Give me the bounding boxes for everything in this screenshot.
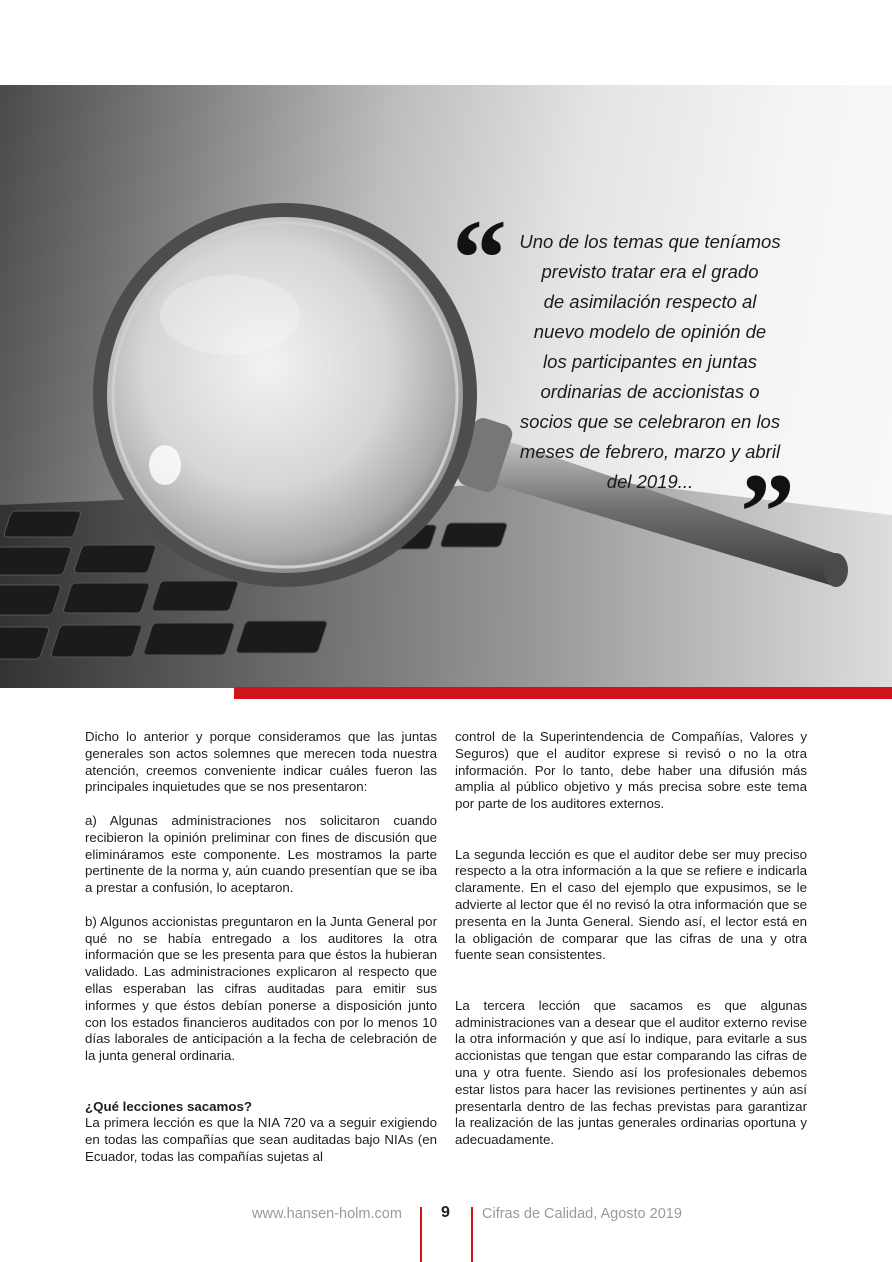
quote-open-mark: “ xyxy=(452,197,507,319)
quote-line: nuevo modelo de opinión de xyxy=(533,321,767,342)
section-heading: ¿Qué lecciones sacamos? xyxy=(85,1098,253,1114)
quote-line: previsto tratar era el grado xyxy=(541,261,759,282)
quote-line: socios que se celebraron en los xyxy=(519,411,781,432)
accent-bar xyxy=(234,687,892,699)
page-number: 9 xyxy=(441,1204,450,1221)
quote-line: Uno de los temas que teníamos xyxy=(519,231,781,252)
paragraph: La tercera lección que sacamos es que algunas administraciones van a desear que el auditor externo revise la otra información y que así lo indique, para evitarle a sus accionistas que tengan que estar comparando las cifras de una y otra fuente. Siendo así los profesionales debemos estar listos para hacer las revisiones pertinentes y aún así presentarla dentro de las fechas previstas para garantizar la realización de las juntas generales ordinarias oportuna y adecuadamente. xyxy=(455,997,807,1148)
footer-publication: Cifras de Calidad, Agosto 2019 xyxy=(482,1206,682,1222)
paragraph: control de la Superintendencia de Compañías, Valores y Seguros) que el auditor exprese si revisó o no la otra información. Por lo tanto, debe haber una difusión más amplia al público objetivo y más precisa sobre este tema por parte de los auditores externos. xyxy=(455,729,807,812)
article-column-left xyxy=(85,729,437,1166)
quote-line: del 2019... xyxy=(606,471,694,492)
paragraph: La primera lección es que la NIA 720 va a seguir exigiendo en todas las compañías que sean auditadas bajo NIAs (en Ecuador, todas las compañías sujetas al xyxy=(85,1115,437,1164)
quote-line: los participantes en juntas xyxy=(543,351,757,372)
hero-image xyxy=(0,85,892,688)
quote-close-mark: ” xyxy=(740,451,795,573)
quote-line: meses de febrero, marzo y abril xyxy=(519,441,781,462)
quote-line: de asimilación respecto al xyxy=(543,291,757,312)
paragraph: b) Algunos accionistas preguntaron en la Junta General por qué no se había entregado a los auditores la otra información que se les presenta para que éstos la hubieran validado. Las administraciones explicaron al respecto que ellas esperaban las cifras auditadas para emitir sus informes y que éstos debían ponerse a disposición junto con los estados financieros auditados con por lo menos 10 días laborales de anticipación a la fecha de celebración de la junta general ordinaria. xyxy=(85,913,437,1064)
article-column-right xyxy=(455,729,807,1149)
footer-website[interactable]: www.hansen-holm.com xyxy=(252,1206,402,1222)
footer-divider xyxy=(471,1207,473,1262)
footer-divider xyxy=(420,1207,422,1262)
quote-line: ordinarias de accionistas o xyxy=(540,381,760,402)
paragraph: La segunda lección es que el auditor debe ser muy preciso respecto a la otra información a la que se refiere e indicarla claramente. En el caso del ejemplo que expusimos, se le advierte al lector que él no revisó la otra información que se presenta en la Junta General. Siendo así, el lector está en la obligación de comparar que las cifras de una y otra fuente sean consistentes. xyxy=(455,846,807,963)
paragraph: Dicho lo anterior y porque consideramos que las juntas generales son actos solemnes que merecen toda nuestra atención, creemos conveniente indicar cuáles fueron las principales inquietudes que se nos presentaron: xyxy=(85,729,437,795)
paragraph: a) Algunas administraciones nos solicitaron cuando recibieron la opinión preliminar con fines de discusión que elimináramos este componente. Les mostramos la parte pertinente de la norma y, aún cuando presentían que se iba a prestar a confusión, lo aceptaron. xyxy=(85,812,437,896)
